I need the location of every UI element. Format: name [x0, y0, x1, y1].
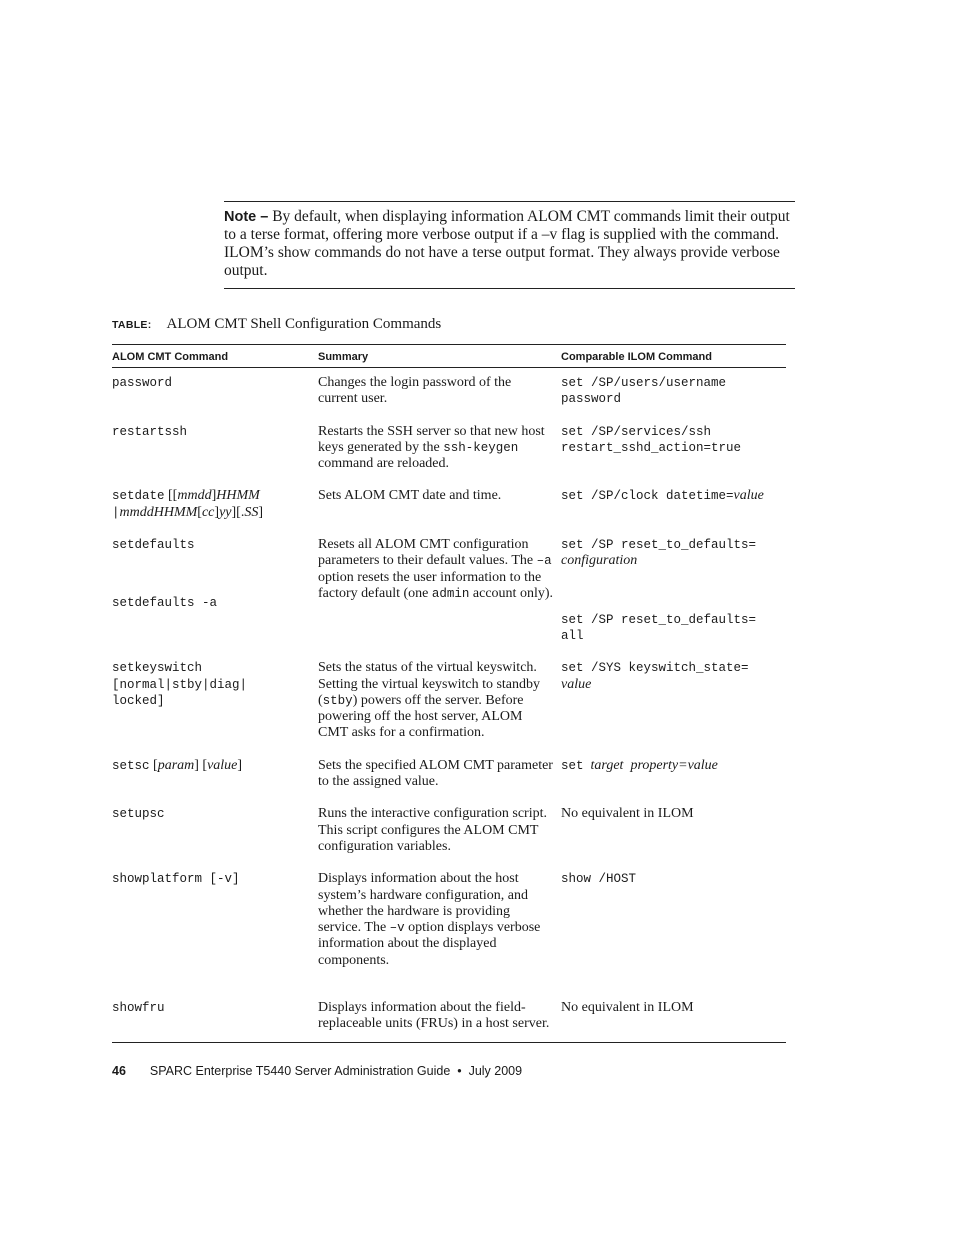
table-caption-label: TABLE:: [112, 319, 152, 331]
command-text: restartssh: [112, 424, 188, 439]
summary-code: stby: [322, 693, 353, 708]
command-args: cc: [201, 504, 215, 520]
table-row: [112, 368, 786, 417]
cell-summary: Runs the interactive configuration script. This script configures the ALOM CMT configuration variables.: [318, 806, 547, 854]
summary-text: Displays information about the host system’s hardware configuration, and whether the hardware is providing service. The: [318, 871, 528, 936]
command-args: ] [: [194, 757, 208, 773]
command-args: mmddHHMM: [119, 504, 198, 520]
summary-text: option resets the user information to the factory default (one: [318, 569, 542, 601]
command-args: yy: [219, 504, 232, 520]
command-args: [: [197, 504, 202, 520]
table-row: [112, 751, 786, 800]
ilom-text: set /SP/services/ssh restart_sshd_action=true: [561, 424, 742, 455]
command-args: ]: [214, 504, 220, 520]
header-alom-command: ALOM CMT Command: [112, 345, 318, 368]
ilom-variable: target: [590, 757, 624, 773]
ilom-variable: property=value: [630, 757, 718, 773]
table-row: [112, 417, 786, 482]
ilom-variable: configuration: [561, 553, 638, 569]
cell-ilom: [561, 417, 786, 482]
command-args: [[: [164, 488, 178, 504]
header-summary: Summary: [318, 345, 561, 368]
command-args: [: [149, 757, 158, 773]
command-args: param: [157, 757, 195, 773]
cell-command: [112, 751, 318, 800]
summary-code: –v: [389, 921, 405, 936]
footer-date: July 2009: [468, 1064, 523, 1078]
table-row: [112, 530, 786, 653]
cell-ilom: No equivalent in ILOM: [561, 806, 694, 822]
cell-summary: Sets the specified ALOM CMT parameter to the assigned value.: [318, 757, 553, 790]
table-caption: [112, 316, 441, 333]
summary-text: Sets the status of the virtual keyswitch. Setting the virtual keyswitch to standby (: [318, 660, 541, 708]
command-text: showfru: [112, 1001, 165, 1016]
summary-code: –a: [536, 554, 552, 569]
table-row: [112, 799, 786, 864]
ilom-text: set /SP reset_to_defaults= all: [561, 612, 757, 643]
summary-text: account only).: [469, 585, 553, 601]
table-row: [112, 864, 786, 993]
command-args: SS: [244, 504, 259, 520]
table-caption-title: ALOM CMT Shell Configuration Commands: [166, 316, 442, 332]
cell-ilom: [561, 368, 786, 417]
page-footer: [112, 1064, 522, 1078]
summary-text: command are reloaded.: [318, 456, 449, 472]
cell-command: [112, 368, 318, 417]
cell-ilom: [561, 751, 786, 800]
command-args: mmdd: [177, 488, 212, 504]
cell-summary: [318, 864, 561, 993]
cell-summary: Sets ALOM CMT date and time.: [318, 488, 502, 504]
command-args: ][.: [231, 504, 245, 520]
cell-command: [112, 530, 318, 653]
command-args: HHMM: [216, 488, 260, 504]
ilom-text: set: [561, 758, 584, 773]
cell-summary: [318, 530, 561, 653]
ilom-text: set /SYS keyswitch_state=: [561, 661, 749, 676]
table-row: [112, 993, 786, 1042]
cell-command: [112, 799, 318, 864]
header-ilom-command: Comparable ILOM Command: [561, 345, 786, 368]
cell-ilom: [561, 864, 786, 993]
command-text: setkeyswitch [normal|stby|diag| locked]: [112, 661, 248, 708]
cell-ilom: No equivalent in ILOM: [561, 993, 786, 1042]
command-text: setdefaults -a: [112, 596, 218, 611]
page-number: 46: [112, 1064, 126, 1078]
ilom-text: set /SP reset_to_defaults=: [561, 538, 757, 553]
footer-bullet: •: [457, 1064, 462, 1078]
cell-ilom: [561, 653, 786, 750]
cell-ilom: [561, 481, 786, 530]
command-args: ]: [237, 757, 243, 773]
command-args: ]: [258, 504, 263, 520]
command-args: |: [112, 505, 120, 520]
cell-summary: [318, 653, 561, 750]
command-text: password: [112, 376, 173, 390]
command-text: setupsc: [112, 807, 165, 822]
command-args: value: [207, 757, 238, 773]
table-row: [112, 653, 786, 750]
cell-ilom: [561, 530, 786, 653]
commands-table: [112, 344, 786, 1043]
cell-command: [112, 481, 318, 530]
cell-command: [112, 864, 318, 993]
cell-summary: Displays information about the field-replaceable units (FRUs) in a host server.: [318, 993, 561, 1042]
summary-code: admin: [431, 586, 470, 601]
cell-command: [112, 417, 318, 482]
cell-summary: [318, 417, 561, 482]
command-args: ]: [211, 488, 217, 504]
command-text: setdefaults: [112, 538, 195, 553]
summary-code: ssh-keygen: [443, 440, 519, 455]
command-text: showplatform [-v]: [112, 872, 240, 887]
table-header-row: [112, 345, 786, 368]
ilom-variable: value: [733, 488, 764, 504]
ilom-variable: value: [561, 676, 592, 692]
note-label: Note –: [224, 209, 269, 225]
summary-text: option displays verbose information about the displayed components.: [318, 920, 541, 968]
summary-text: ) powers off the server. Before powering off the host server, ALOM CMT asks for a confirmation.: [318, 692, 524, 741]
ilom-text: show /HOST: [561, 872, 637, 887]
table-row: [112, 481, 786, 530]
summary-text: Restarts the SSH server so that new host keys generated by the: [318, 423, 545, 455]
cell-command: [112, 993, 318, 1042]
footer-title: SPARC Enterprise T5440 Server Administration Guide: [149, 1064, 451, 1078]
ilom-text: set /SP/users/username password: [561, 376, 727, 407]
cell-command: [112, 653, 318, 750]
cell-summary: Changes the login password of the current user.: [318, 375, 512, 407]
summary-text: Resets all ALOM CMT configuration parameters to their default values. The: [318, 537, 537, 569]
note-text: By default, when displaying information ALOM CMT commands limit their output to a terse format, offering more verbose output if a –v flag is supplied with the command. ILOM’s show commands do not have a terse output format. They always provide verbose output.: [224, 208, 790, 279]
command-text: setsc: [112, 758, 150, 773]
note-box: [224, 201, 795, 289]
ilom-text: set /SP/clock datetime=: [561, 489, 734, 504]
command-text: setdate: [112, 489, 165, 504]
